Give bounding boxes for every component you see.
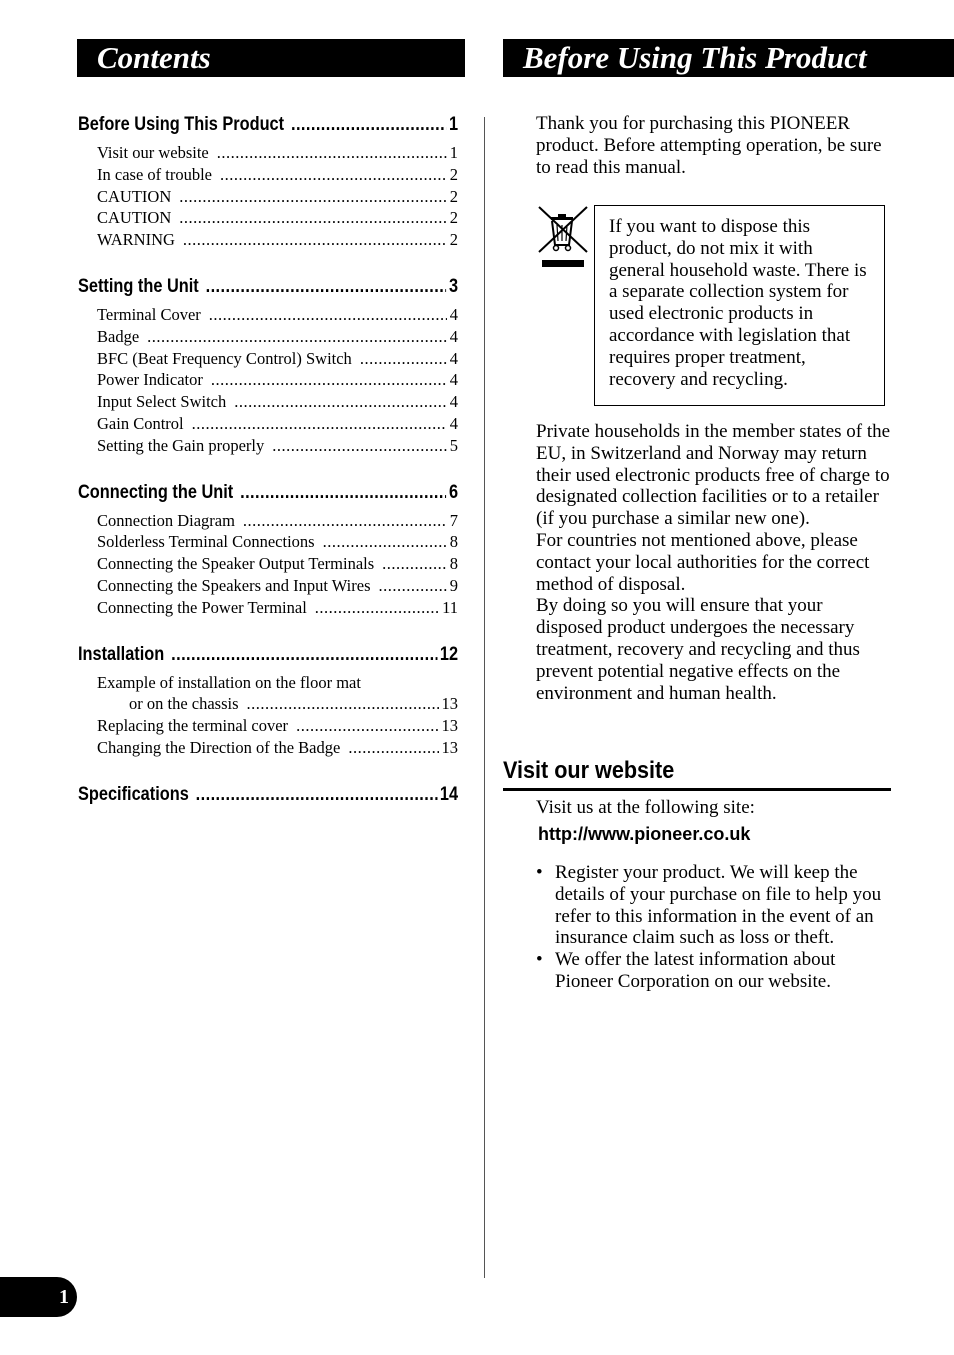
- toc-entry-label: Input Select Switch: [97, 392, 227, 412]
- column-divider: [484, 117, 485, 1278]
- toc-entry-label: CAUTION: [97, 208, 172, 228]
- toc-entry-page: 11: [442, 597, 458, 617]
- toc-entry[interactable]: [97, 391, 458, 413]
- toc-entry-label: Changing the Direction of the Badge: [97, 737, 341, 757]
- toc-entry-page: 5: [449, 435, 458, 455]
- toc-entry[interactable]: [97, 510, 458, 532]
- toc-entry-label[interactable]: Example of installation on the floor mat: [97, 672, 361, 692]
- toc-leader-dots: [247, 693, 439, 715]
- toc-entry-label: In case of trouble: [97, 164, 212, 184]
- page-number-tab: 1: [0, 1277, 77, 1317]
- toc-leader-dots: [217, 142, 447, 164]
- toc-entry-page: 9: [449, 575, 458, 595]
- toc-entry-page: 4: [449, 413, 458, 433]
- toc-entry-page: 2: [449, 230, 458, 250]
- toc-entry-label: Terminal Cover: [97, 304, 201, 324]
- toc-entry[interactable]: [97, 435, 458, 457]
- toc-heading-label: Specifications: [78, 783, 189, 805]
- toc-entry-page: 13: [441, 737, 458, 757]
- bullet-mark: •: [536, 949, 543, 971]
- private-paragraph-1: Private households in the member states of the EU, in Switzerland and Norway may return their used electronic products free of charge to designated collection facilities or to a retailer (if you purchase a similar new one).: [536, 421, 891, 530]
- toc-leader-dots: [240, 476, 446, 510]
- toc-section-heading[interactable]: [78, 476, 458, 510]
- toc-leader-dots: [234, 391, 447, 413]
- toc-entry-label: Connecting the Speaker Output Terminals: [97, 554, 375, 574]
- disposal-notice-box: If you want to dispose this product, do not mix it with general household waste. There is a separate collection system for used electronic products in accordance with legislation that requires proper treatment, recovery and recycling.: [594, 205, 885, 406]
- toc-leader-dots: [192, 413, 447, 435]
- toc-entry[interactable]: [97, 186, 458, 208]
- toc-entry-label: WARNING: [97, 230, 175, 250]
- toc-entry-page: 4: [449, 370, 458, 390]
- toc-entry-label: Connection Diagram: [97, 510, 235, 530]
- private-households-text: [536, 421, 892, 704]
- toc-heading-page: 1: [448, 114, 459, 135]
- toc-entry-page: 4: [449, 304, 458, 324]
- toc-entry-label: Visit our website: [97, 143, 209, 162]
- visit-text: Visit us at the following site:: [536, 797, 755, 818]
- toc-entry[interactable]: [97, 531, 458, 553]
- visit-website-heading-text: Visit our website: [503, 757, 675, 784]
- toc-section-heading[interactable]: [78, 638, 458, 672]
- toc-leader-dots: [211, 369, 447, 391]
- toc-entry-page: 2: [449, 186, 458, 206]
- toc-leader-dots: [379, 575, 447, 597]
- toc-entry-page: 4: [449, 348, 458, 368]
- toc-entry-continuation: or on the chassis: [129, 694, 239, 714]
- toc-heading-label: Before Using This Product: [78, 114, 285, 135]
- toc-leader-dots: [382, 553, 447, 575]
- toc-entry[interactable]: [97, 326, 458, 348]
- toc-entry-label: Replacing the terminal cover: [97, 716, 289, 736]
- toc-entry[interactable]: [97, 413, 458, 435]
- website-url-link[interactable]: http://www.pioneer.co.uk: [538, 824, 751, 844]
- toc-heading-page: 12: [439, 643, 459, 665]
- before-using-banner: Before Using This Product: [503, 39, 954, 77]
- toc-section-heading[interactable]: [78, 108, 458, 142]
- toc-leader-dots: [147, 326, 447, 348]
- toc-entry-page: 1: [449, 143, 458, 162]
- toc-entry-page: 8: [449, 532, 458, 552]
- toc-entry-label: Connecting the Power Terminal: [97, 597, 307, 617]
- toc-entry[interactable]: [97, 348, 458, 370]
- toc-entry-page: 4: [449, 326, 458, 346]
- toc-section: [78, 270, 458, 457]
- list-item: [536, 862, 892, 949]
- private-paragraph-3: By doing so you will ensure that your disposed product undergoes the necessary treatment, recovery and recycling and thus prevent potential negative effects on the environment and human health.: [536, 595, 860, 704]
- visit-website-heading: [503, 753, 891, 791]
- intro-paragraph: Thank you for purchasing this PIONEER product. Before attempting operation, be sure to read this manual.: [536, 113, 882, 178]
- toc-section: [78, 108, 458, 251]
- crossed-out-wheelie-bin-icon: [536, 205, 590, 269]
- toc-leader-dots: [296, 715, 438, 737]
- toc-leader-dots: [171, 638, 437, 672]
- toc-leader-dots: [196, 778, 438, 812]
- toc-section: [78, 638, 458, 759]
- toc-entry[interactable]: [97, 693, 458, 715]
- toc-entry[interactable]: [97, 553, 458, 575]
- toc-heading-label: Installation: [78, 643, 165, 665]
- toc-entry[interactable]: [97, 715, 458, 737]
- toc-heading-label: Connecting the Unit: [78, 481, 234, 503]
- toc-entry-label: CAUTION: [97, 186, 172, 206]
- toc-heading-label: Setting the Unit: [78, 275, 199, 297]
- toc-entry-label: Power Indicator: [97, 370, 203, 390]
- toc-heading-page: 6: [448, 481, 459, 503]
- toc-entry-page: 4: [449, 392, 458, 412]
- toc-entry[interactable]: [97, 575, 458, 597]
- toc-section: [78, 476, 458, 619]
- toc-entry[interactable]: [97, 304, 458, 326]
- toc-leader-dots: [315, 597, 439, 619]
- toc-entry-page: 2: [449, 208, 458, 228]
- private-paragraph-2: For countries not mentioned above, please contact your local authorities for the correct method of disposal.: [536, 529, 870, 595]
- website-bullet-list: [536, 862, 892, 993]
- toc-entry-page: 13: [441, 716, 458, 736]
- bullet-text: Register your product. We will keep the details of your purchase on file to help you refer to this information in the event of an insurance claim such as loss or theft.: [555, 862, 882, 949]
- toc-leader-dots: [348, 737, 438, 759]
- bullet-mark: •: [536, 862, 543, 883]
- toc-heading-page: 14: [439, 783, 459, 805]
- table-of-contents: [78, 108, 458, 831]
- toc-heading-page: 3: [448, 275, 459, 297]
- toc-leader-dots: [179, 207, 447, 229]
- toc-entry-label: Badge: [97, 326, 140, 346]
- toc-entry-page: 13: [441, 694, 458, 714]
- toc-entry-label: Solderless Terminal Connections: [97, 532, 315, 552]
- toc-leader-dots: [272, 435, 446, 457]
- toc-entry[interactable]: [97, 229, 458, 251]
- toc-leader-dots: [291, 108, 446, 142]
- contents-banner: Contents: [77, 39, 465, 77]
- toc-section: [78, 778, 458, 812]
- toc-leader-dots: [209, 304, 447, 326]
- list-item: [536, 949, 892, 993]
- toc-entry[interactable]: [97, 737, 458, 759]
- toc-leader-dots: [179, 186, 447, 208]
- toc-entry[interactable]: [97, 597, 458, 619]
- toc-entry-label: Gain Control: [97, 413, 184, 433]
- toc-section-heading[interactable]: [78, 270, 458, 304]
- toc-entry-page: 8: [449, 554, 458, 574]
- toc-section-heading[interactable]: [78, 778, 458, 812]
- toc-entry-label: Setting the Gain properly: [97, 435, 265, 455]
- toc-entry[interactable]: [97, 369, 458, 391]
- toc-leader-dots: [220, 164, 447, 186]
- bullet-text: We offer the latest information about Pioneer Corporation on our website.: [555, 949, 836, 992]
- toc-entry[interactable]: [97, 142, 458, 164]
- toc-entry-page: 2: [449, 164, 458, 184]
- toc-leader-dots: [183, 229, 447, 251]
- toc-entry-page: 7: [449, 510, 458, 530]
- toc-entry-label: BFC (Beat Frequency Control) Switch: [97, 348, 352, 368]
- toc-leader-dots: [243, 510, 447, 532]
- toc-leader-dots: [206, 270, 447, 304]
- toc-entry[interactable]: [97, 164, 458, 186]
- toc-entry[interactable]: [97, 207, 458, 229]
- toc-leader-dots: [360, 348, 447, 370]
- toc-leader-dots: [323, 531, 447, 553]
- toc-entry-label: Connecting the Speakers and Input Wires: [97, 575, 371, 595]
